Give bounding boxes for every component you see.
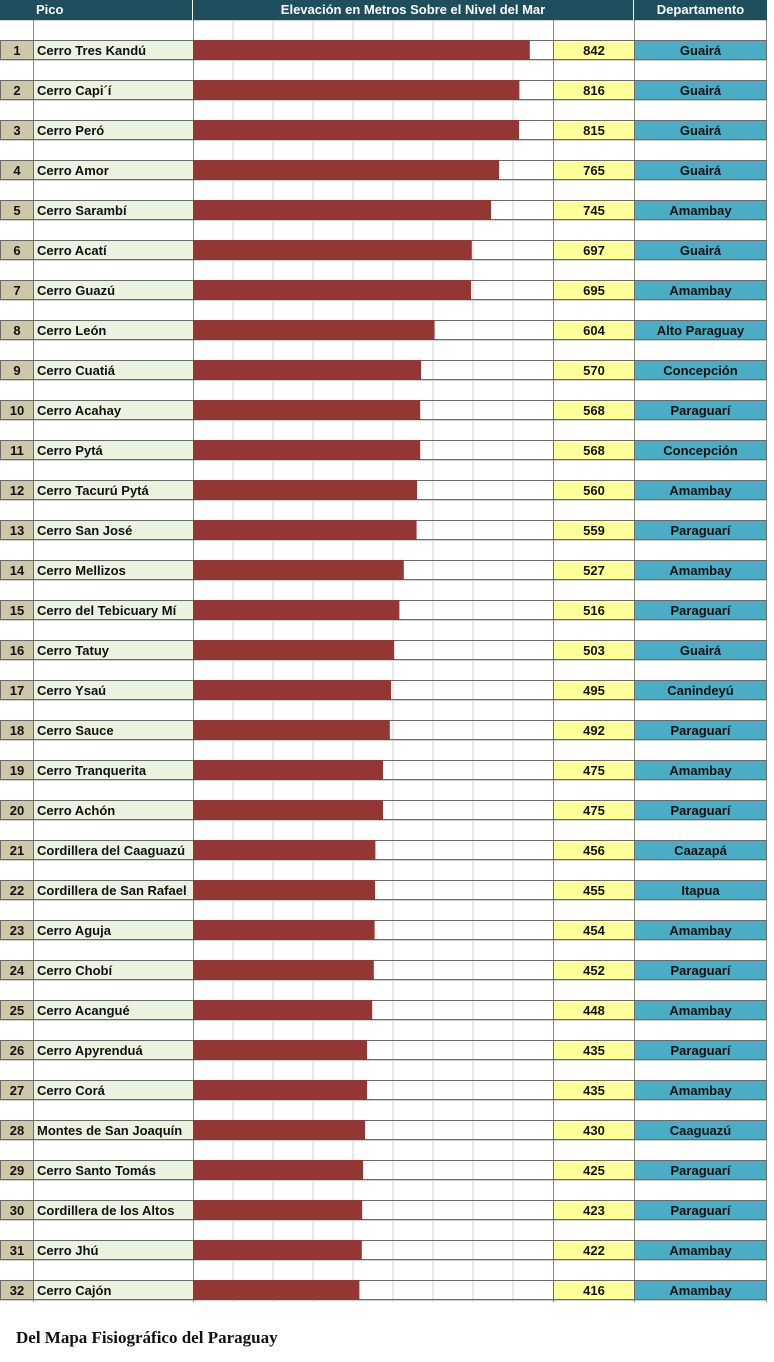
- elevation-bar: [193, 560, 404, 580]
- elevation-value: 435: [553, 1040, 634, 1060]
- elevation-value: 745: [553, 200, 634, 220]
- rank-cell: 9: [0, 360, 33, 380]
- elevation-bar: [193, 880, 375, 900]
- rank-cell: 26: [0, 1040, 33, 1060]
- department-cell: Amambay: [634, 560, 767, 580]
- department-cell: Canindeyú: [634, 680, 767, 700]
- elevation-bar: [193, 1040, 367, 1060]
- elevation-bar: [193, 600, 399, 620]
- elevation-value: 425: [553, 1160, 634, 1180]
- rank-cell: 31: [0, 1240, 33, 1260]
- rank-cell: 13: [0, 520, 33, 540]
- peak-name: Cerro Chobí: [33, 960, 193, 980]
- rank-cell: 20: [0, 800, 33, 820]
- department-cell: Amambay: [634, 1280, 767, 1300]
- elevation-bar: [193, 960, 374, 980]
- rank-cell: 16: [0, 640, 33, 660]
- department-cell: Paraguarí: [634, 400, 767, 420]
- elevation-value: 570: [553, 360, 634, 380]
- peak-name: Montes de San Joaquín: [33, 1120, 193, 1140]
- rank-cell: 32: [0, 1280, 33, 1300]
- elevation-value: 452: [553, 960, 634, 980]
- peak-name: Cerro Tranquerita: [33, 760, 193, 780]
- elevation-value: 568: [553, 440, 634, 460]
- peak-name: Cerro Acatí: [33, 240, 193, 260]
- elevation-value: 423: [553, 1200, 634, 1220]
- peak-name: Cerro Pytá: [33, 440, 193, 460]
- elevation-bar: [193, 200, 491, 220]
- department-cell: Caazapá: [634, 840, 767, 860]
- elevation-value: 516: [553, 600, 634, 620]
- header-elevation: Elevación en Metros Sobre el Nivel del Mar: [193, 0, 634, 20]
- elevation-value: 422: [553, 1240, 634, 1260]
- elevation-value: 604: [553, 320, 634, 340]
- elevation-bar: [193, 1200, 362, 1220]
- rank-cell: 15: [0, 600, 33, 620]
- department-cell: Paraguarí: [634, 1200, 767, 1220]
- rank-cell: 28: [0, 1120, 33, 1140]
- elevation-bar: [193, 320, 435, 340]
- rank-cell: 1: [0, 40, 33, 60]
- elevation-bar: [193, 640, 394, 660]
- elevation-value: 475: [553, 800, 634, 820]
- department-cell: Guairá: [634, 240, 767, 260]
- peak-name: Cerro Tatuy: [33, 640, 193, 660]
- peak-name: Cerro Guazú: [33, 280, 193, 300]
- rank-cell: 17: [0, 680, 33, 700]
- elevation-bar: [193, 280, 471, 300]
- elevation-value: 492: [553, 720, 634, 740]
- elevation-value: 448: [553, 1000, 634, 1020]
- peak-name: Cerro Peró: [33, 120, 193, 140]
- peak-name: Cerro Capi´í: [33, 80, 193, 100]
- elevation-value: 416: [553, 1280, 634, 1300]
- peak-name: Cerro Apyrenduá: [33, 1040, 193, 1060]
- department-cell: Alto Paraguay: [634, 320, 767, 340]
- peak-name: Cordillera de los Altos: [33, 1200, 193, 1220]
- elevation-bar: [193, 40, 530, 60]
- rank-cell: 2: [0, 80, 33, 100]
- elevation-value: 430: [553, 1120, 634, 1140]
- rank-cell: 3: [0, 120, 33, 140]
- peak-name: Cerro Acangué: [33, 1000, 193, 1020]
- elevation-bar: [193, 1080, 367, 1100]
- rank-cell: 30: [0, 1200, 33, 1220]
- elevation-bar: [193, 800, 383, 820]
- rank-cell: 10: [0, 400, 33, 420]
- elevation-bar: [193, 720, 390, 740]
- department-cell: Paraguarí: [634, 520, 767, 540]
- peak-name: Cerro Tacurú Pytá: [33, 480, 193, 500]
- department-cell: Guairá: [634, 160, 767, 180]
- elevation-value: 815: [553, 120, 634, 140]
- elevation-bar: [193, 480, 417, 500]
- department-cell: Amambay: [634, 1080, 767, 1100]
- department-cell: Paraguarí: [634, 1040, 767, 1060]
- department-cell: Paraguarí: [634, 600, 767, 620]
- rank-cell: 11: [0, 440, 33, 460]
- elevation-bar: [193, 80, 519, 100]
- rank-cell: 24: [0, 960, 33, 980]
- peak-name: Cordillera del Caaguazú: [33, 840, 193, 860]
- rank-cell: 14: [0, 560, 33, 580]
- department-cell: Guairá: [634, 120, 767, 140]
- department-cell: Amambay: [634, 280, 767, 300]
- department-cell: Amambay: [634, 200, 767, 220]
- peak-name: Cerro Cuatiá: [33, 360, 193, 380]
- peak-name: Cerro Achón: [33, 800, 193, 820]
- elevation-value: 816: [553, 80, 634, 100]
- department-cell: Guairá: [634, 640, 767, 660]
- elevation-value: 495: [553, 680, 634, 700]
- elevation-value: 697: [553, 240, 634, 260]
- elevation-bar: [193, 840, 375, 860]
- source-note: Del Mapa Fisiográfico del Paraguay: [16, 1328, 278, 1347]
- elevation-bar: [193, 1160, 363, 1180]
- elevation-bar: [193, 1240, 362, 1260]
- department-cell: Paraguarí: [634, 1160, 767, 1180]
- department-cell: Amambay: [634, 480, 767, 500]
- department-cell: Concepción: [634, 440, 767, 460]
- elevation-bar: [193, 680, 391, 700]
- department-cell: Itapua: [634, 880, 767, 900]
- rank-cell: 7: [0, 280, 33, 300]
- peak-name: Cerro Acahay: [33, 400, 193, 420]
- elevation-value: 435: [553, 1080, 634, 1100]
- rank-cell: 12: [0, 480, 33, 500]
- department-cell: Paraguarí: [634, 720, 767, 740]
- elevation-bar: [193, 920, 375, 940]
- rank-cell: 22: [0, 880, 33, 900]
- peak-name: Cerro Amor: [33, 160, 193, 180]
- peak-name: Cerro del Tebicuary Mí: [33, 600, 193, 620]
- elevation-bar: [193, 400, 420, 420]
- elevation-value: 695: [553, 280, 634, 300]
- header-departamento: Departamento: [634, 0, 767, 20]
- elevation-value: 455: [553, 880, 634, 900]
- peak-name: Cordillera de San Rafael: [33, 880, 193, 900]
- elevation-bar: [193, 440, 420, 460]
- peak-name: Cerro Mellizos: [33, 560, 193, 580]
- peak-name: Cerro Cajón: [33, 1280, 193, 1300]
- department-cell: Amambay: [634, 920, 767, 940]
- department-cell: Guairá: [634, 40, 767, 60]
- elevation-value: 475: [553, 760, 634, 780]
- rank-cell: 5: [0, 200, 33, 220]
- department-cell: Caaguazú: [634, 1120, 767, 1140]
- elevation-bar: [193, 1000, 372, 1020]
- peak-name: Cerro Corá: [33, 1080, 193, 1100]
- elevation-bar: [193, 240, 472, 260]
- peak-name: Cerro Sarambí: [33, 200, 193, 220]
- rank-cell: 6: [0, 240, 33, 260]
- department-cell: Paraguarí: [634, 960, 767, 980]
- elevation-value: 842: [553, 40, 634, 60]
- peak-name: Cerro León: [33, 320, 193, 340]
- department-cell: Concepción: [634, 360, 767, 380]
- elevation-bar: [193, 360, 421, 380]
- peak-name: Cerro Sauce: [33, 720, 193, 740]
- department-cell: Amambay: [634, 760, 767, 780]
- peak-name: Cerro Tres Kandú: [33, 40, 193, 60]
- elevation-bar: [193, 1280, 359, 1300]
- department-cell: Guairá: [634, 80, 767, 100]
- rank-cell: 21: [0, 840, 33, 860]
- elevation-value: 454: [553, 920, 634, 940]
- elevation-value: 503: [553, 640, 634, 660]
- rank-cell: 18: [0, 720, 33, 740]
- rank-cell: 29: [0, 1160, 33, 1180]
- rank-cell: 27: [0, 1080, 33, 1100]
- rank-cell: 8: [0, 320, 33, 340]
- peak-name: Cerro San José: [33, 520, 193, 540]
- elevation-value: 559: [553, 520, 634, 540]
- rank-cell: 19: [0, 760, 33, 780]
- peak-name: Cerro Jhú: [33, 1240, 193, 1260]
- peak-name: Cerro Ysaú: [33, 680, 193, 700]
- rank-cell: 25: [0, 1000, 33, 1020]
- department-cell: Amambay: [634, 1240, 767, 1260]
- elevation-value: 765: [553, 160, 634, 180]
- peak-name: Cerro Santo Tomás: [33, 1160, 193, 1180]
- peak-name: Cerro Aguja: [33, 920, 193, 940]
- rank-cell: 4: [0, 160, 33, 180]
- elevation-value: 560: [553, 480, 634, 500]
- department-cell: Amambay: [634, 1000, 767, 1020]
- elevation-bar: [193, 760, 383, 780]
- elevation-bar: [193, 1120, 365, 1140]
- header-pico-label: Pico: [36, 2, 64, 17]
- elevation-bar: [193, 520, 417, 540]
- department-cell: Paraguarí: [634, 800, 767, 820]
- elevation-bar: [193, 160, 499, 180]
- elevation-value: 568: [553, 400, 634, 420]
- elevation-bar: [193, 120, 519, 140]
- elevation-value: 456: [553, 840, 634, 860]
- rank-cell: 23: [0, 920, 33, 940]
- elevation-value: 527: [553, 560, 634, 580]
